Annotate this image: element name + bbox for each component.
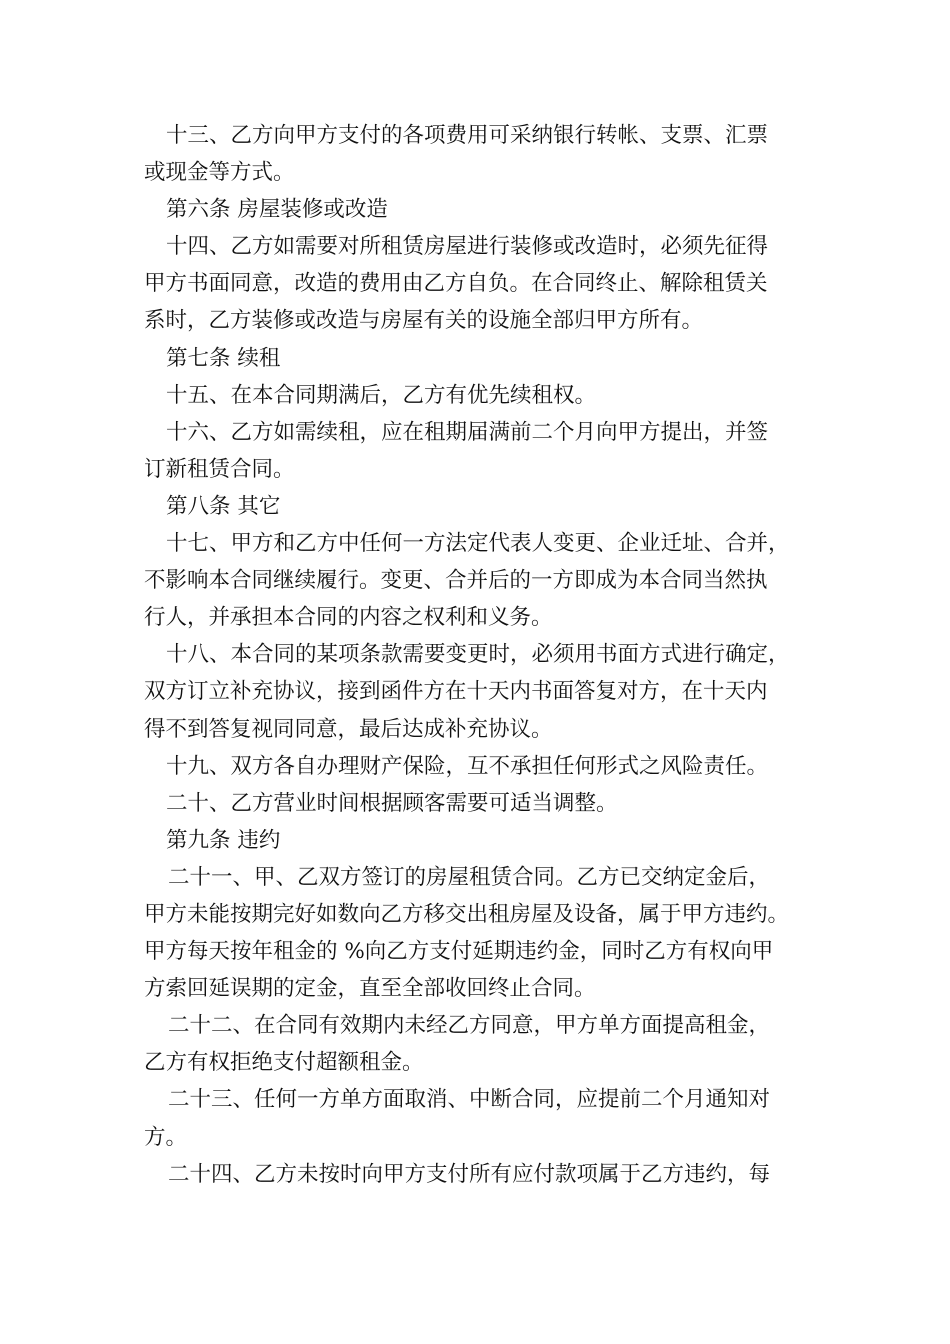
clause-16-line-1: 十六、乙方如需续租，应在租期届满前二个月向甲方提出，并签 [166, 419, 769, 445]
article-9-heading: 第九条 违约 [166, 827, 281, 853]
article-8-heading: 第八条 其它 [166, 493, 281, 519]
clause-21-line-4: 方索回延误期的定金，直至全部收回终止合同。 [144, 976, 596, 1002]
clause-15-line-1: 十五、在本合同期满后，乙方有优先续租权。 [166, 382, 597, 408]
clause-13-line-2: 或现金等方式。 [144, 160, 295, 186]
article-6-heading: 第六条 房屋装修或改造 [166, 197, 388, 223]
clause-14-line-2: 甲方书面同意，改造的费用由乙方自负。在合同终止、解除租赁关 [144, 271, 768, 297]
clause-14-line-1: 十四、乙方如需要对所租赁房屋进行装修或改造时，必须先征得 [166, 234, 769, 260]
clause-23-line-2: 方。 [144, 1124, 188, 1150]
clause-22-line-2: 乙方有权拒绝支付超额租金。 [144, 1050, 424, 1076]
clause-20-line-1: 二十、乙方营业时间根据顾客需要可适当调整。 [166, 790, 618, 816]
clause-24-line-1: 二十四、乙方未按时向甲方支付所有应付款项属于乙方违约，每 [168, 1161, 771, 1187]
clause-13-line-1: 十三、乙方向甲方支付的各项费用可采纳银行转帐、支票、汇票 [166, 123, 769, 148]
clause-21-line-3: 甲方每天按年租金的 %向乙方支付延期违约金，同时乙方有权向甲 [144, 939, 774, 965]
clause-18-line-3: 得不到答复视同同意，最后达成补充协议。 [144, 716, 553, 742]
clause-17-line-1: 十七、甲方和乙方中任何一方法定代表人变更、企业迁址、合并， [166, 531, 790, 557]
clause-22-line-1: 二十二、在合同有效期内未经乙方同意，甲方单方面提高租金， [168, 1013, 771, 1039]
clause-19-line-1: 十九、双方各自办理财产保险，互不承担任何形式之风险责任。 [166, 753, 769, 779]
clause-18-line-2: 双方订立补充协议，接到函件方在十天内书面答复对方，在十天内 [144, 679, 768, 705]
clause-16-line-2: 订新租赁合同。 [144, 456, 295, 482]
clause-21-line-1: 二十一、甲、乙双方签订的房屋租赁合同。乙方已交纳定金后， [168, 864, 771, 890]
clause-17-line-3: 行人，并承担本合同的内容之权利和义务。 [144, 605, 553, 631]
clause-21-line-2: 甲方未能按期完好如数向乙方移交出租房屋及设备，属于甲方违约。 [144, 901, 790, 927]
clause-18-line-1: 十八、本合同的某项条款需要变更时，必须用书面方式进行确定， [166, 642, 790, 668]
clause-23-line-1: 二十三、任何一方单方面取消、中断合同，应提前二个月通知对 [168, 1087, 771, 1113]
clause-14-line-3: 系时，乙方装修或改造与房屋有关的设施全部归甲方所有。 [144, 308, 704, 334]
document-page [144, 117, 814, 1193]
clause-17-line-2: 不影响本合同继续履行。变更、合并后的一方即成为本合同当然执 [144, 568, 768, 594]
article-7-heading: 第七条 续租 [166, 345, 281, 371]
